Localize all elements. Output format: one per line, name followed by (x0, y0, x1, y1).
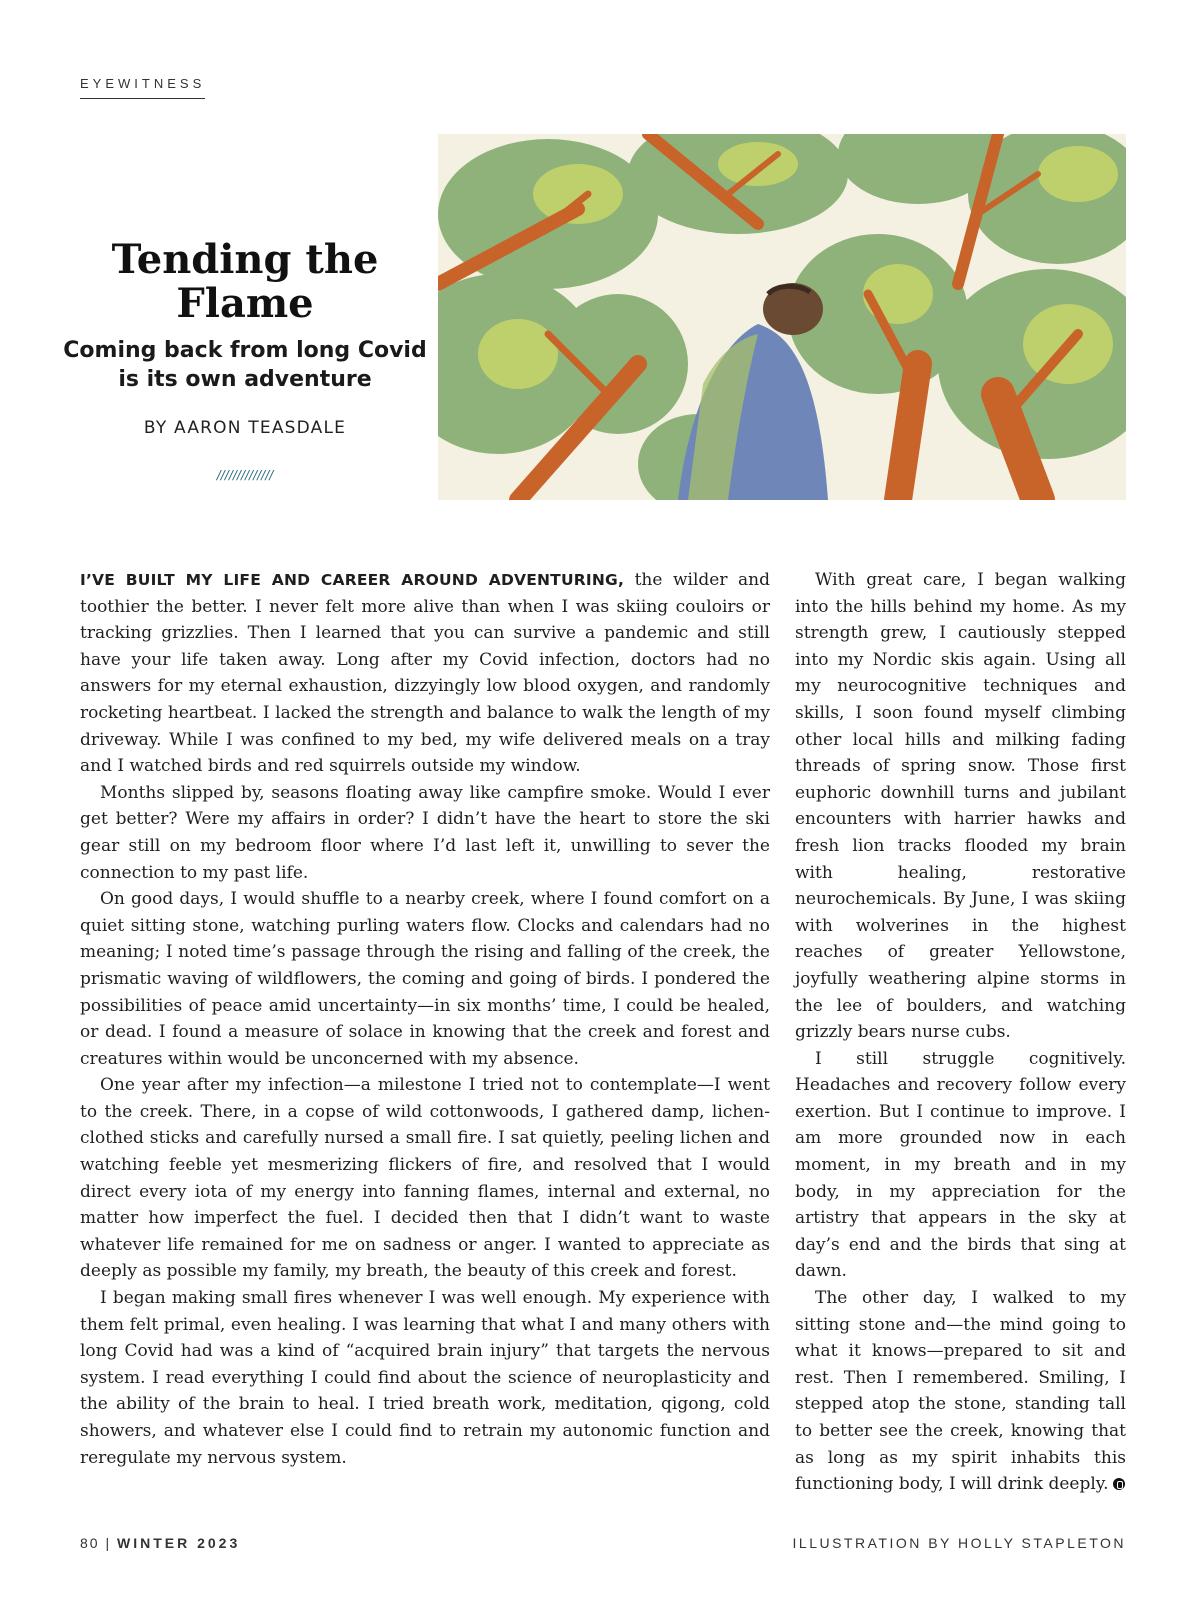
paragraph: With great care, I began walking into the hills behind my home. As my strength grew, I cautiously stepped into my Nordic skis again. Using all my neurocognitive techniques and skills, I soon found myself climbing other local hills and milking fading threads of spring snow. Those first euphoric downhill turns and jubilant encounters with harrier hawks and fresh lion tracks flooded my brain with healing, restorative neurochemicals. By June, I was skiing with wolverines in the highest reaches of greater Yellowstone, joyfully weathering alpine storms in the lee of boulders, and watching grizzly bears nurse cubs. (795, 570, 1126, 1043)
illustration-credit: ILLUSTRATION BY HOLLY STAPLETON (792, 1535, 1126, 1551)
lead-in: I’VE BUILT MY LIFE AND CAREER AROUND ADVENTURING, (80, 571, 625, 589)
paragraph (80, 567, 770, 780)
issue-label: WINTER 2023 (117, 1535, 241, 1551)
footer-separator: | (105, 1535, 112, 1551)
article-header (60, 238, 430, 482)
article-title: Tending the Flame (111, 236, 379, 327)
body-column-right (795, 567, 1126, 1498)
paragraph: On good days, I would shuffle to a nearby creek, where I found comfort on a quiet sitting stone, watching purling waters flow. Clocks and calendars had no meaning; I noted time’s passage through the rising and falling of the creek, the prismatic waving of wildflowers, the coming and going of birds. I pondered the possibilities of peace amid uncertainty—in six months’ time, I could be healed, or dead. I found a measure of solace in knowing that the creek and forest and creatures within would be unconcerned with my absence. (80, 889, 770, 1069)
page-footer-left (80, 1535, 240, 1551)
end-mark-icon (1113, 1478, 1125, 1490)
article-dek: Coming back from long Covid is its own adventure (63, 338, 427, 392)
paragraph: I still struggle cognitively. Headaches and recovery follow every exertion. But I continue to improve. I am more grounded now in each moment, in my breath and in my body, in my appreciation for the artistry that appears in the sky at day’s end and the birds that sing at dawn. (795, 1048, 1126, 1282)
paragraph (795, 1285, 1126, 1498)
paragraph: One year after my infection—a milestone I tried not to contemplate—I went to the creek. There, in a copse of wild cottonwoods, I gathered damp, lichen-clothed sticks and carefully nursed a small fire. I sat quietly, peeling lichen and watching feeble yet mesmerizing flickers of fire, and resolved that I would direct every iota of my energy into fanning flames, internal and external, no matter how imperfect the fuel. I decided then that I didn’t want to waste whatever life remained for me on sadness or anger. I wanted to appreciate as deeply as possible my family, my breath, the beauty of this creek and forest. (80, 1075, 770, 1282)
body-column-left (80, 567, 770, 1471)
article-byline: BY AARON TEASDALE (143, 418, 347, 438)
paragraph-text: The other day, I walked to my sitting stone and—the mind going to what it knows—prepared to sit and rest. Then I remembered. Smiling, I stepped atop the stone, standing tall to better see the creek, knowing that as long as my spirit inhabits this functioning body, I will drink deeply. (795, 1288, 1126, 1495)
article-illustration (438, 134, 1126, 500)
page-number: 80 (80, 1535, 100, 1551)
paragraph: Months slipped by, seasons floating away like campfire smoke. Would I ever get better? Were my affairs in order? I didn’t have the heart to store the ski gear still on my bedroom floor where I’d last left it, unwilling to sever the connection to my past life. (80, 782, 770, 883)
illustration-trees-figure (438, 134, 1126, 500)
paragraph-text: the wilder and toothier the better. I never felt more alive than when I was skiing couloirs or tracking grizzlies. Then I learned that you can survive a pandemic and still have your life taken away. Long after my Covid infection, doctors had no answers for my eternal exhaustion, dizzyingly low blood oxygen, and randomly rocketing heartbeat. I lacked the strength and balance to walk the length of my driveway. While I was confined to my bed, my wife delivered meals on a tray and I watched birds and red squirrels outside my window. (80, 570, 770, 777)
decorative-divider: ////////////// (216, 468, 274, 482)
section-label: EYEWITNESS (80, 76, 205, 99)
paragraph: I began making small fires whenever I was well enough. My experience with them felt primal, even healing. I was learning that what I and many others with long Covid had was a kind of “acquired brain injury” that targets the nervous system. I read everything I could find about the science of neuroplasticity and the ability of the brain to heal. I tried breath work, meditation, qigong, cold showers, and whatever else I could find to retrain my autonomic function and reregulate my nervous system. (80, 1288, 770, 1468)
